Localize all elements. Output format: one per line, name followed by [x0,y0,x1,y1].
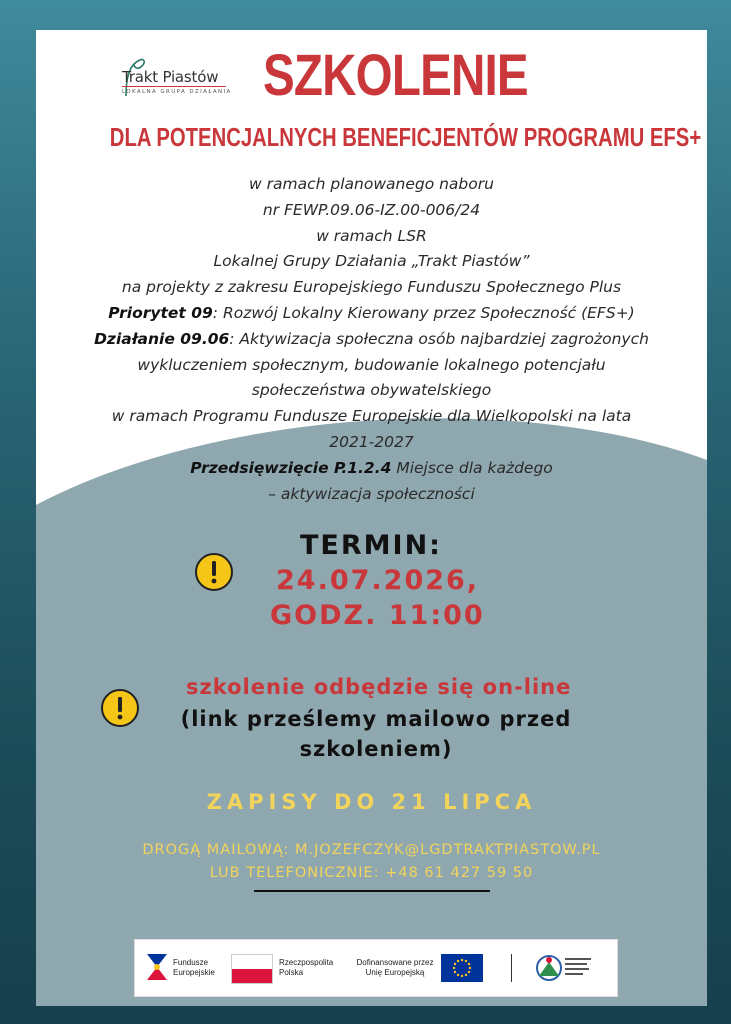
termin-label: TERMIN: [300,530,442,561]
termin-time: GODZ. 11:00 [270,600,485,631]
page-title: SZKOLENIE [263,43,528,108]
desc-line-priority [46,301,697,327]
undertaking-label: Przedsięwzięcie P.1.2.4 [190,458,392,477]
fe-label-line: Fundusze [173,958,209,967]
termin-date: 24.07.2026, [276,565,480,596]
funding-logos-bar [134,939,618,997]
poland-flag-icon [231,954,273,984]
desc-line: 2021-2027 [329,432,414,451]
action-text: : Aktywizacja społeczna osób najbardziej zagrożonych [229,329,649,348]
eu-flag-icon [441,954,483,982]
undertaking-text: Miejsce dla każdego [391,458,553,477]
rp-label-line: Rzeczpospolita [279,958,334,967]
desc-line-undertaking [46,456,697,482]
online-link-line: szkoleniem) [299,737,453,761]
fe-label [173,958,215,978]
logo-name: Trakt Piastów [122,68,219,86]
action-label: Działanie 09.06 [94,329,230,348]
contact-phone[interactable]: LUB TELEFONICZNIE: +48 61 427 59 50 [209,865,534,881]
contact-email[interactable]: DROGĄ MAILOWĄ: M.JOZEFCZYK@LGDTRAKTPIASTOW.PL [142,842,601,858]
desc-line: w ramach LSR [316,226,427,245]
desc-line: Lokalnej Grupy Działania „Trakt Piastów” [213,252,530,271]
lgd-trakt-piastow-small-logo-icon [535,950,595,986]
ue-label-line: Dofinansowane przez [356,958,434,967]
desc-line: wykluczeniem społecznym, budowanie lokalnego potencjału [137,355,606,374]
registration-deadline: ZAPISY DO 21 LIPCA [206,790,537,814]
warning-icon [194,552,234,592]
priority-label: Priorytet 09 [108,303,213,322]
desc-line: nr FEWP.09.06-IZ.00-006/24 [262,200,481,219]
logo-divider [122,86,226,87]
fe-label-line: Europejskie [173,968,215,977]
rp-label [279,958,333,978]
warning-icon [100,688,140,728]
ue-label [353,958,437,978]
fundusze-europejskie-icon [145,952,169,982]
ue-label-line: Unię Europejską [365,968,425,977]
divider [254,890,490,892]
priority-text: : Rozwój Lokalny Kierowany przez Społeczność (EFS+) [212,303,635,322]
desc-line: w ramach Programu Fundusze Europejskie dla Wielkopolski na lata [111,407,632,426]
desc-line-action [46,327,697,353]
rp-label-line: Polska [279,968,304,977]
page-subtitle: DLA POTENCJALNYCH BENEFICJENTÓW PROGRAMU EFS+ [109,122,702,152]
desc-line: w ramach planowanego naboru [249,175,494,193]
online-link-line: (link prześlemy mailowo przed [180,707,572,731]
desc-line: na projekty z zakresu Europejskiego Funduszu Społecznego Plus [121,278,622,297]
logo-subtitle: LOKALNA GRUPA DZIAŁANIA [122,89,232,95]
desc-line: – aktywizacja społeczności [268,484,475,503]
footer-separator [511,954,512,982]
online-notice: szkolenie odbędzie się on-line [186,675,572,699]
poster-card [36,30,707,1006]
online-link-note [156,704,596,764]
description [46,172,697,507]
desc-line: społeczeństwa obywatelskiego [251,381,492,400]
